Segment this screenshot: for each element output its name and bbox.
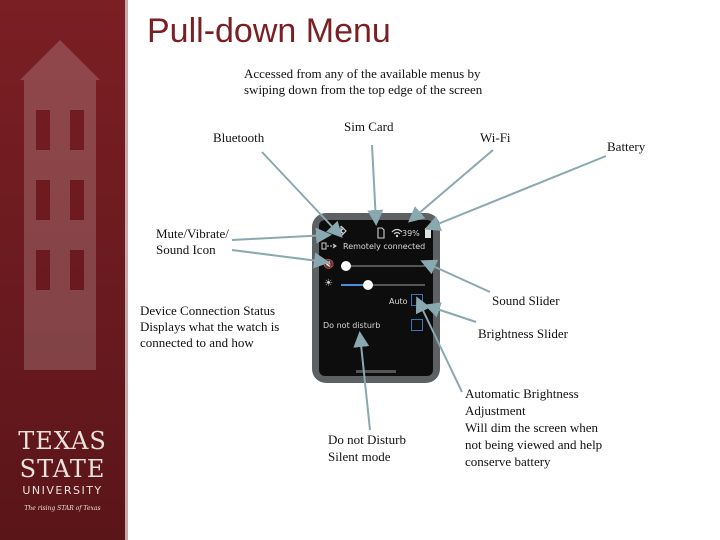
logo-tagline: The rising STAR of Texas: [24, 505, 101, 512]
label-bluetooth: Bluetooth: [213, 130, 265, 145]
brightness-icon: ☀: [324, 278, 333, 289]
sim-card-icon: [378, 228, 384, 238]
watch-screen: [319, 220, 433, 376]
label-sim-card: Sim Card: [344, 119, 394, 134]
subtitle-line-2: swiping down from the top edge of the screen: [244, 82, 483, 97]
label-dnd-line-2: Silent mode: [328, 449, 391, 464]
university-logo: [0, 428, 125, 512]
screen-handle: [356, 370, 396, 373]
label-brightness-slider: Brightness Slider: [478, 326, 568, 341]
do-not-disturb-checkbox[interactable]: [411, 319, 423, 331]
slide-title: Pull-down Menu: [147, 12, 391, 50]
label-auto-line-4: not being viewed and help: [465, 437, 603, 452]
arrow-wifi: [411, 150, 493, 220]
label-auto-line-3: Will dim the screen when: [465, 420, 599, 435]
building-watermark: [14, 40, 106, 370]
subtitle-line-1: Accessed from any of the available menus by: [244, 66, 481, 81]
label-dnd-line-1: Do not Disturb: [328, 432, 406, 447]
label-device-line-1: Device Connection Status: [140, 303, 276, 318]
battery-icon: [425, 228, 431, 238]
label-mute-line-1: Mute/Vibrate/: [156, 226, 229, 241]
device-connection-icon: [321, 240, 341, 252]
wifi-icon: [392, 230, 402, 238]
label-sound-slider: Sound Slider: [492, 293, 560, 308]
do-not-disturb-label: Do not disturb: [323, 321, 381, 330]
label-device-line-3: connected to and how: [140, 335, 254, 350]
auto-brightness-checkbox[interactable]: [411, 294, 423, 306]
brightness-slider-knob[interactable]: [363, 280, 373, 290]
sidebar-divider: [125, 0, 128, 540]
label-auto-line-2: Adjustment: [465, 403, 526, 418]
auto-brightness-label: Auto: [389, 297, 408, 306]
arrow-battery: [428, 156, 606, 228]
label-wifi: Wi-Fi: [480, 130, 511, 145]
arrow-sim-card: [372, 145, 376, 222]
battery-percent: 39%: [402, 229, 420, 238]
brightness-slider[interactable]: [341, 284, 425, 286]
sound-slider-knob[interactable]: [341, 261, 351, 271]
label-battery: Battery: [607, 139, 646, 154]
label-auto-line-5: conserve battery: [465, 454, 551, 469]
label-mute-line-2: Sound Icon: [156, 242, 216, 257]
sidebar-panel: [0, 0, 125, 540]
label-auto-line-1: Automatic Brightness: [465, 386, 579, 401]
logo-line-texas: TEXAS: [18, 427, 107, 455]
connection-status-text: Remotely connected: [343, 242, 426, 251]
logo-line-state: STATE: [19, 455, 106, 483]
logo-line-university: UNIVERSITY: [22, 484, 103, 497]
label-device-line-2: Displays what the watch is: [140, 319, 280, 334]
bluetooth-icon: [337, 226, 346, 236]
mute-vibrate-sound-icon[interactable]: 🔇: [323, 260, 335, 270]
sound-slider[interactable]: [341, 265, 425, 267]
